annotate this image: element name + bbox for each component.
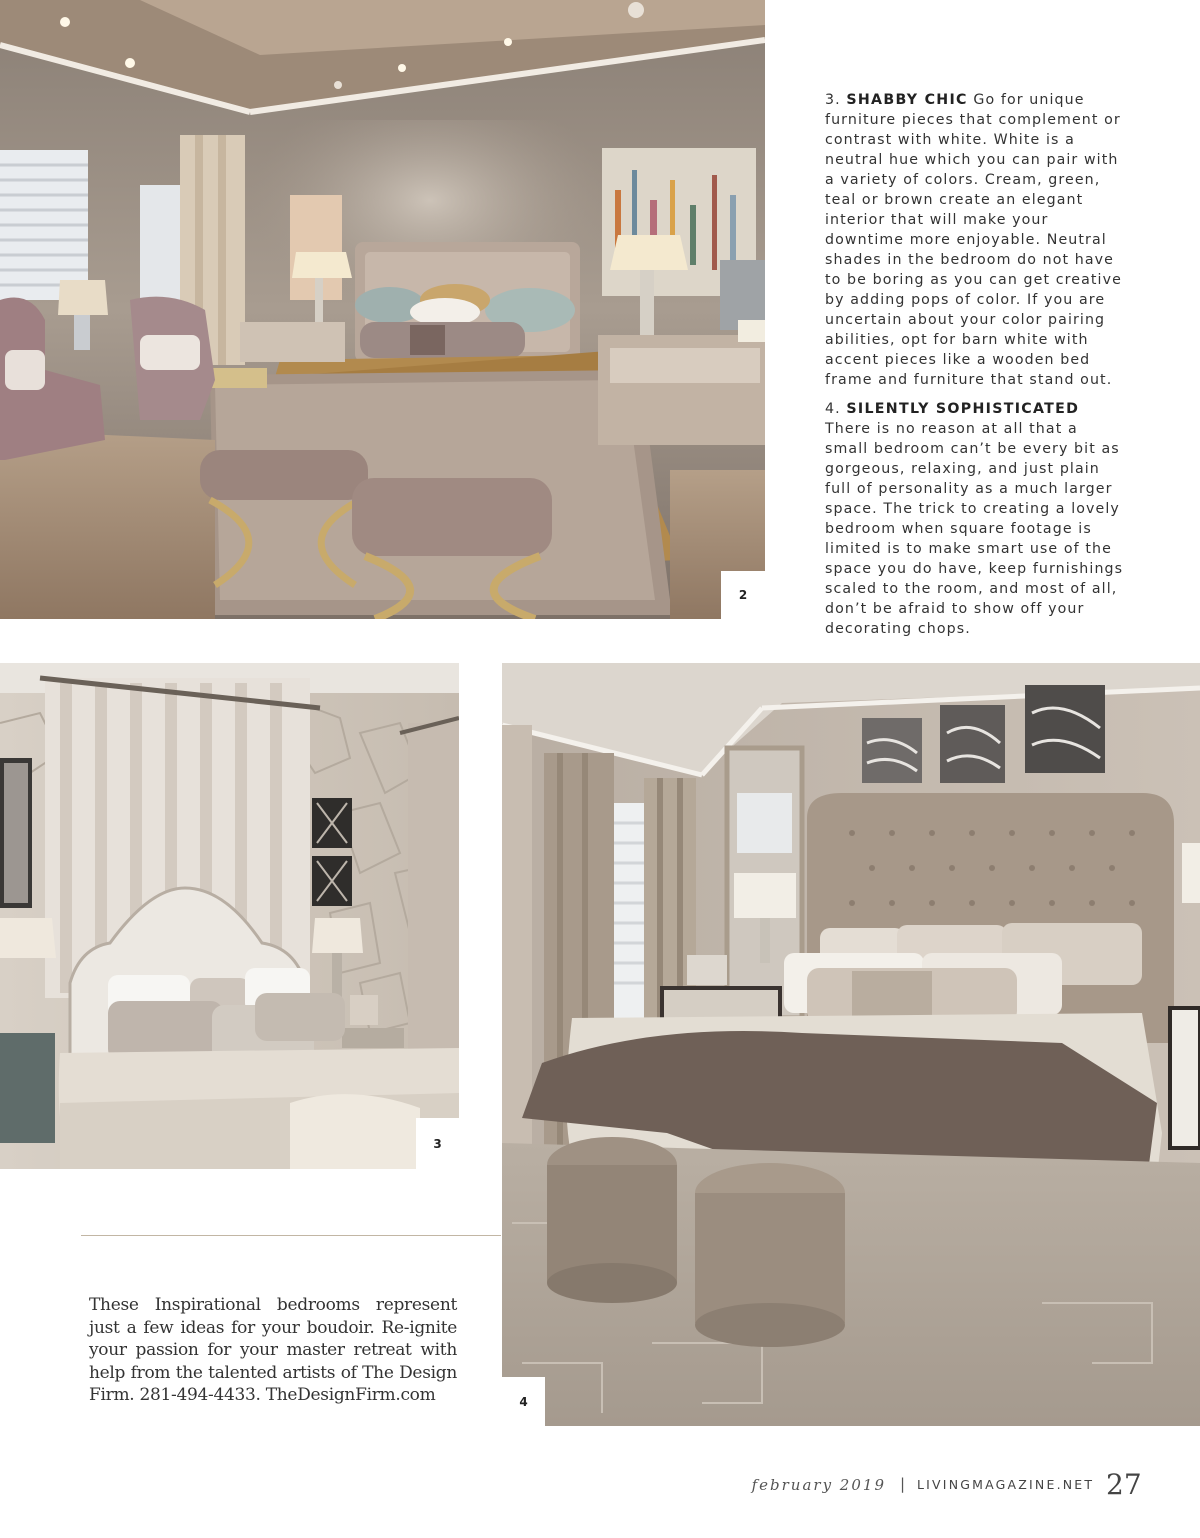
caption-divider bbox=[81, 1235, 501, 1236]
photo-number-4 bbox=[502, 1377, 545, 1426]
issue-date: february 2019 bbox=[751, 1476, 886, 1494]
photo-number-2 bbox=[721, 571, 765, 619]
magazine-website: LIVINGMAGAZINE.NET bbox=[917, 1477, 1095, 1492]
footer-separator: | bbox=[900, 1475, 906, 1493]
tip-3-body: Go for unique furniture pieces that complement or contrast with white. White is a neutral hue which you can pair with a variety of colors. Cream, green, teal or brown create an elegant interior that will make your downtime more enjoyable. Neutral shades in the bedroom do not have to be boring as you can get creative by adding pops of color. If you are uncertain about your color pairing abilities, opt for barn white with accent pieces like a wooden bed frame and furniture that stand out. bbox=[825, 92, 1122, 388]
tip-3-paragraph bbox=[825, 90, 1125, 390]
tip-3-heading: SHABBY CHIC bbox=[846, 92, 968, 108]
photo-number-4-label: 4 bbox=[519, 1394, 528, 1409]
bedroom-photo-4 bbox=[502, 663, 1200, 1426]
tip-4-prefix: 4. bbox=[825, 401, 847, 417]
bedroom-photo-2 bbox=[0, 0, 765, 619]
photo-number-3-label: 3 bbox=[433, 1136, 442, 1151]
tip-3-prefix: 3. bbox=[825, 92, 847, 108]
photo-number-3 bbox=[416, 1118, 459, 1169]
tip-4-paragraph bbox=[825, 399, 1125, 639]
article-text bbox=[825, 90, 1125, 648]
bedroom-photo-3 bbox=[0, 663, 459, 1169]
photo-number-2-label: 2 bbox=[738, 588, 748, 602]
caption-text: These Inspirational bedrooms represent just a few ideas for your boudoir. Re-ignite your passion for your master retreat with help from the talented artists of The Design Firm. 281-494-4433. TheDesignFirm.com bbox=[89, 1295, 457, 1405]
page-number: 27 bbox=[1106, 1468, 1142, 1501]
tip-4-heading: SILENTLY SOPHISTICATED bbox=[846, 401, 1080, 417]
page-footer bbox=[0, 1470, 1200, 1500]
tip-4-body: There is no reason at all that a small bedroom can’t be every bit as gorgeous, relaxing, and just plain full of personality as a much larger space. The trick to creating a lovely bedroom when square footage is limited is to make smart use of the space you do have, keep furnishings scaled to the room, and most of all, don’t be afraid to show off your decorating chops. bbox=[825, 421, 1124, 637]
